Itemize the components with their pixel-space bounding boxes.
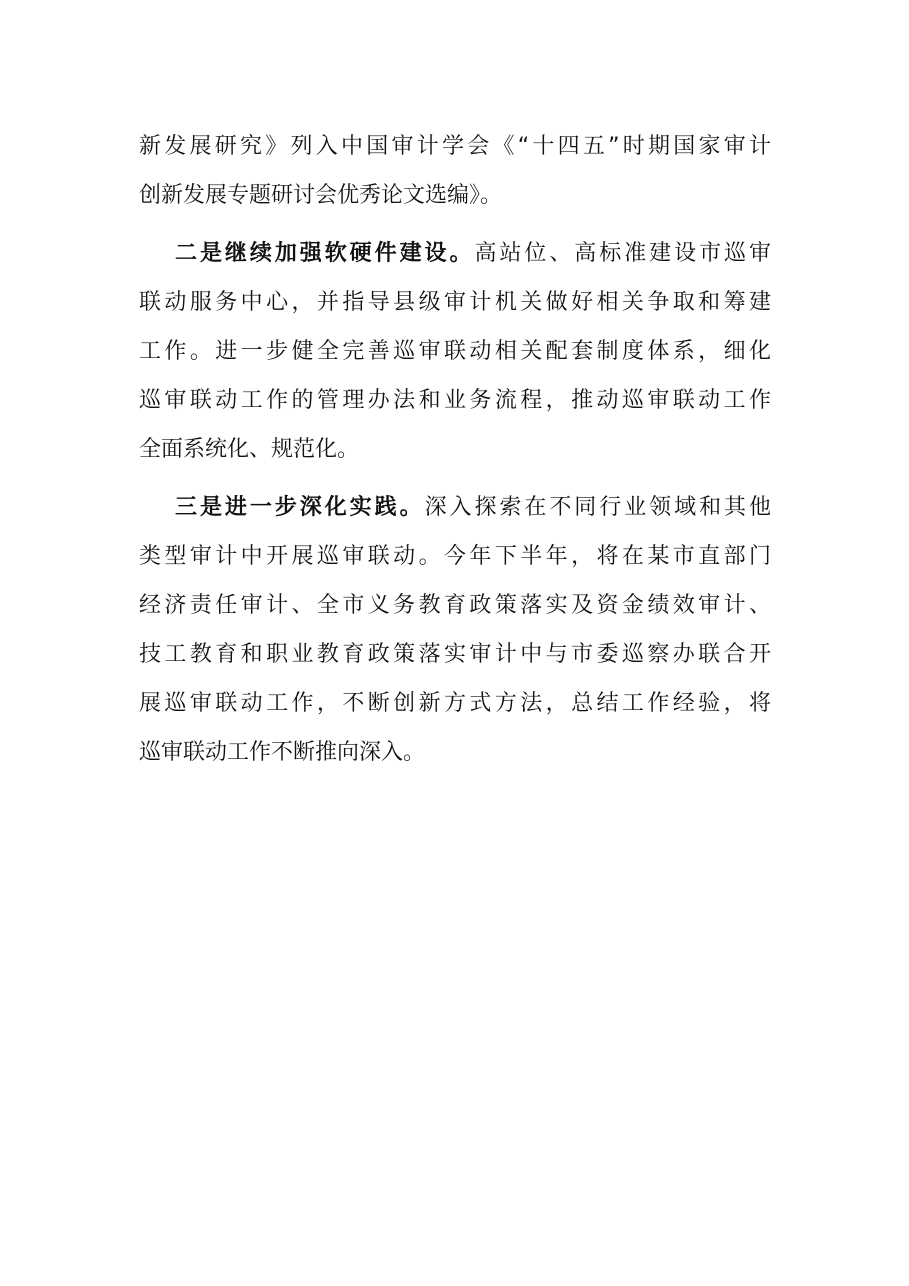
text-line: 巡审联动工作的管理办法和业务流程，推动巡审联动工作 bbox=[139, 388, 771, 413]
text-line: 创新发展专题研讨会优秀论文选编》。 bbox=[139, 183, 503, 208]
text-line bbox=[139, 483, 771, 532]
text-line: 展巡审联动工作，不断创新方式方法，总结工作经验，将 bbox=[139, 691, 771, 716]
paragraph-1 bbox=[139, 122, 771, 220]
text-line: 联动服务中心，并指导县级审计机关做好相关争取和筹建 bbox=[139, 290, 771, 315]
paragraph-3 bbox=[139, 483, 771, 777]
paragraph-text: 高站位、高标准建设市巡审 bbox=[474, 241, 771, 266]
text-line: 巡审联动工作不断推向深入。 bbox=[139, 740, 426, 765]
text-line bbox=[139, 229, 771, 278]
text-line: 类型审计中开展巡审联动。今年下半年，将在某市直部门 bbox=[139, 544, 771, 569]
text-line: 新发展研究》列入中国审计学会《“十四五”时期国家审计 bbox=[139, 134, 771, 159]
text-line: 技工教育和职业教育政策落实审计中与市委巡察办联合开 bbox=[139, 642, 771, 667]
paragraph-lead: 二是继续加强软硬件建设。 bbox=[175, 241, 475, 266]
text-line: 经济责任审计、全市义务教育政策落实及资金绩效审计、 bbox=[139, 593, 771, 618]
document-body bbox=[139, 122, 771, 777]
text-line: 工作。进一步健全完善巡审联动相关配套制度体系，细化 bbox=[139, 339, 771, 364]
paragraph-text: 深入探索在不同行业领域和其他 bbox=[424, 495, 771, 520]
paragraph-lead: 三是进一步深化实践。 bbox=[175, 495, 425, 520]
paragraph-2 bbox=[139, 229, 771, 474]
text-line: 全面系统化、规范化。 bbox=[139, 437, 360, 462]
